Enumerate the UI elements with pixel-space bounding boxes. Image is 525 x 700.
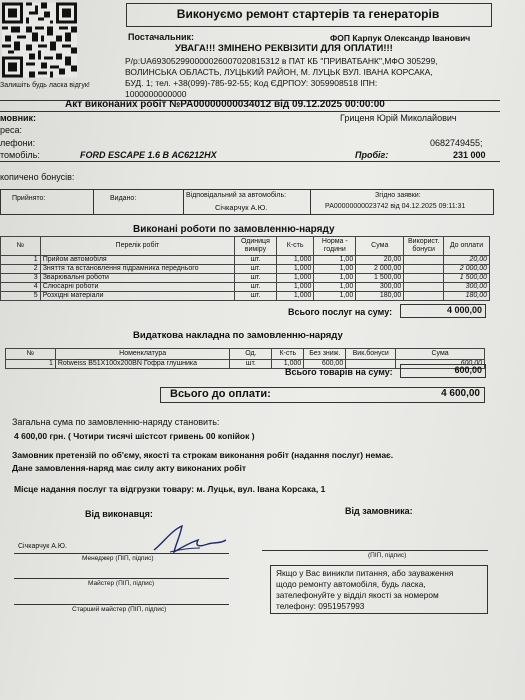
column-header: Сума xyxy=(356,237,404,256)
price-cell: 600,00 xyxy=(304,360,346,369)
divider xyxy=(0,161,500,162)
unit-cell: шт. xyxy=(230,360,272,369)
signature-mark xyxy=(150,522,230,554)
requisites-line: Р/р:UA693052990000026007020815312 в ПАТ КБ "ПРИВАТБАНК",МФО 305299, xyxy=(125,56,438,66)
norm-cell: 1,00 xyxy=(314,256,356,265)
accepted-label: Прийнято: xyxy=(12,195,46,202)
row-number: 1 xyxy=(6,360,56,369)
column-header: № xyxy=(1,237,41,256)
customer-sign-label: Від замовника: xyxy=(345,506,413,516)
qty-cell: 1,000 xyxy=(276,256,314,265)
requisites-line: 1000000000000 xyxy=(125,89,187,99)
signature-line xyxy=(14,578,229,579)
divider xyxy=(183,189,184,214)
row-number: 4 xyxy=(1,283,41,292)
divider xyxy=(310,189,311,214)
summary-amount: 4 600,00 грн. ( Чотири тисячі шістсот гривень 00 копійок ) xyxy=(14,431,255,441)
row-number: 3 xyxy=(1,274,41,283)
work-name: Розхідні матеріали xyxy=(40,292,234,301)
column-header: Номенклатура xyxy=(55,349,230,360)
notice-line: Якщо у Вас виникли питання, або зауваження xyxy=(276,568,454,578)
act-title: Акт виконаних робіт №РА00000000034012 від 09.12.2025 00:00:00 xyxy=(65,99,385,110)
pay-cell: 180,00 xyxy=(443,292,489,301)
notice-line: телефону: 0951957993 xyxy=(276,601,365,611)
column-header: До оплати xyxy=(443,237,489,256)
summary-line: Загальна сума по замовленню-наряду становить: xyxy=(12,417,220,427)
works-table xyxy=(0,236,490,301)
responsible-value: Січкарчук А.Ю. xyxy=(215,203,268,212)
customer-label: мовник: xyxy=(0,113,37,123)
table-row xyxy=(1,283,490,292)
norm-cell: 1,00 xyxy=(314,292,356,301)
supplier-name: ФОП Карпук Олександр Іванович xyxy=(330,33,471,43)
phone-value: 0682749455; xyxy=(430,138,483,148)
signature-line xyxy=(262,550,488,551)
work-name: Зварювальні роботи xyxy=(40,274,234,283)
pay-cell: 1 500,00 xyxy=(443,274,489,283)
executor-label: Від виконавця: xyxy=(85,509,153,519)
pay-cell: 2 000,00 xyxy=(443,265,489,274)
notice-line: щодо ремонту автомобіля, будь ласка, xyxy=(276,579,426,589)
column-header: К-сть xyxy=(272,349,304,360)
invoice-title: Видаткова накладна по замовленню-наряду xyxy=(133,330,343,341)
column-header: К-сть xyxy=(276,237,314,256)
qty-cell: 1,000 xyxy=(276,283,314,292)
summary-claims: Замовник претензій по об'єму, якості та строкам виконання робіт (надання послуг) немає. xyxy=(12,450,394,460)
work-name: Зняття та встановлення підрамника переднього xyxy=(40,265,234,274)
divider xyxy=(0,111,500,112)
pay-cell: 300,00 xyxy=(443,283,489,292)
summary-place: Місце надання послуг та відгрузки товару: м. Луцьк, вул. Івана Корсака, 1 xyxy=(14,484,326,494)
row-number: 1 xyxy=(1,256,41,265)
bonus-cell xyxy=(404,265,444,274)
row-number: 2 xyxy=(1,265,41,274)
norm-cell: 1,00 xyxy=(314,283,356,292)
qty-cell: 1,000 xyxy=(272,360,304,369)
manager-name: Січкарчук А.Ю. xyxy=(18,543,67,550)
work-name: Слюсарні роботи xyxy=(40,283,234,292)
responsible-label: Відповідальний за автомобіль: xyxy=(186,192,287,199)
row-number: 5 xyxy=(1,292,41,301)
sum-cell: 300,00 xyxy=(356,283,404,292)
table-row xyxy=(1,274,490,283)
bonus-label: копичено бонусів: xyxy=(0,172,75,182)
customer-caption: (ПІП, підпис) xyxy=(368,552,407,559)
column-header: Без зниж. xyxy=(304,349,346,360)
divider xyxy=(93,189,94,214)
qty-cell: 1,000 xyxy=(276,292,314,301)
car-label: томобіль: xyxy=(0,150,40,160)
work-name: Прийом автомобіля xyxy=(40,256,234,265)
sum-cell: 180,00 xyxy=(356,292,404,301)
order-label: Згідно заявки: xyxy=(375,192,421,199)
summary-act-note: Дане замовлення-наряд має силу акту виконаних робіт xyxy=(12,463,247,473)
qty-cell: 1,000 xyxy=(276,274,314,283)
invoice-total-label: Всього товарів на суму: xyxy=(285,367,393,377)
page-title: Виконуємо ремонт стартерів та генераторів xyxy=(176,7,440,21)
sum-cell: 20,00 xyxy=(356,256,404,265)
column-header: Одиниця виміру xyxy=(235,237,277,256)
review-hint: Залишіть будь ласка відгук! xyxy=(0,82,90,89)
car-value: FORD ESCAPE 1.6 В АС6212НХ xyxy=(80,150,217,160)
requisites-line: БУД. 1; тел. +38(099)-785-92-55; Код ЄДРПОУ: 3059908518 ІПН: xyxy=(125,78,378,88)
table-row xyxy=(1,256,490,265)
order-value: РА00000000023742 від 04.12.2025 09:11:31 xyxy=(325,203,466,210)
works-total-label: Всього послуг на суму: xyxy=(288,307,393,317)
manager-caption: Менеджер (ПІП, підпис) xyxy=(82,555,154,562)
norm-cell: 1,00 xyxy=(314,265,356,274)
warning-text: УВАГА!!! ЗМІНЕНО РЕКВІЗИТИ ДЛЯ ОПЛАТИ!!! xyxy=(175,43,393,54)
sum-cell: 1 500,00 xyxy=(356,274,404,283)
item-name: Rotweiss B51X100x200BN Гофра глушника xyxy=(55,360,230,369)
norm-cell: 1,00 xyxy=(314,274,356,283)
master-caption: Майстер (ПІП, підпис) xyxy=(88,580,155,587)
table-row xyxy=(1,265,490,274)
address-label: реса: xyxy=(0,125,23,135)
requisites-line: ВОЛИНСЬКА ОБЛАСТЬ, ЛУЦЬКИЙ РАЙОН, М. ЛУЦЬК ВУЛ. ІВАНА КОРСАКА, xyxy=(125,67,433,77)
works-title: Виконані роботи по замовленню-наряду xyxy=(133,224,335,235)
column-header: Од. xyxy=(230,349,272,360)
grand-total-label: Всього до оплати: xyxy=(170,388,271,400)
column-header: Використ. бонуси xyxy=(404,237,444,256)
mileage-value: 231 000 xyxy=(453,150,486,160)
column-header: Перелік робіт xyxy=(40,237,234,256)
unit-cell: шт. xyxy=(235,256,277,265)
works-total-value: 4 000,00 xyxy=(446,305,482,315)
senior-master-caption: Старший майстер (ПІП, підпис) xyxy=(72,606,167,613)
notice-line: зателефонуйте у відділ якості за номером xyxy=(276,590,439,600)
unit-cell: шт. xyxy=(235,274,277,283)
pay-cell: 20,00 xyxy=(443,256,489,265)
sum-cell: 600,00 xyxy=(396,360,485,369)
unit-cell: шт. xyxy=(235,283,277,292)
bonus-cell xyxy=(404,283,444,292)
works-header-row xyxy=(1,237,490,256)
grand-total-value: 4 600,00 xyxy=(441,388,480,399)
qr-code xyxy=(2,0,77,80)
customer-name: Гриценя Юрій Миколайович xyxy=(340,113,457,123)
bonus-cell xyxy=(404,256,444,265)
column-header: Сума xyxy=(396,349,485,360)
qty-cell: 1,000 xyxy=(276,265,314,274)
unit-cell: шт. xyxy=(235,265,277,274)
sum-cell: 2 000,00 xyxy=(356,265,404,274)
column-header: Норма - години xyxy=(314,237,356,256)
supplier-label: Постачальник: xyxy=(128,32,194,42)
mileage-label: Пробіг: xyxy=(355,150,389,160)
column-header: № xyxy=(6,349,56,360)
bonus-cell xyxy=(404,292,444,301)
issued-label: Видано: xyxy=(110,195,137,202)
column-header: Вик.бонуси xyxy=(346,349,396,360)
invoice-header-row xyxy=(6,349,485,360)
signature-line xyxy=(14,604,229,605)
phone-label: лефони: xyxy=(0,138,36,148)
invoice-total-value: 600,00 xyxy=(454,365,482,375)
table-row xyxy=(1,292,490,301)
unit-cell: шт. xyxy=(235,292,277,301)
bonus-cell xyxy=(404,274,444,283)
